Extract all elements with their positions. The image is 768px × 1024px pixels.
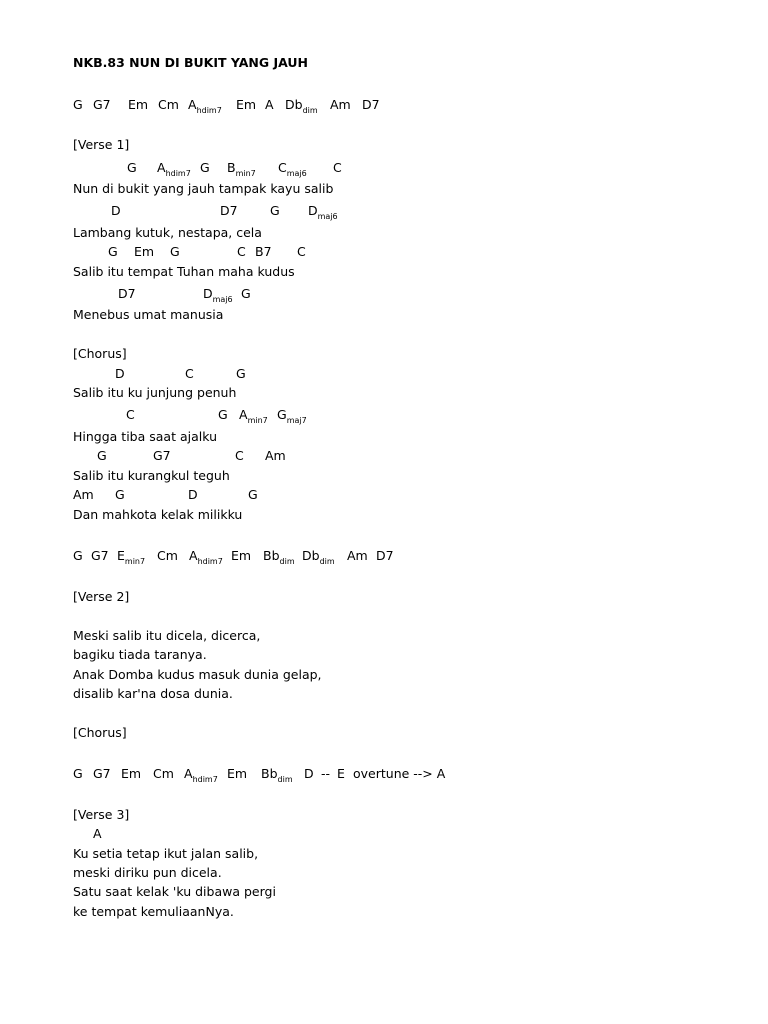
chord <box>97 448 107 463</box>
chord-root: D7 <box>362 97 380 112</box>
chord <box>153 448 171 463</box>
chord <box>362 97 380 112</box>
chord-root: A <box>157 160 166 175</box>
chord <box>297 244 306 259</box>
chord-root: E <box>117 548 125 563</box>
chord <box>153 766 174 781</box>
chord <box>261 766 293 784</box>
chord-root: Db <box>302 548 320 563</box>
chord-quality: dim <box>302 106 318 115</box>
chorus2-label: [Chorus] <box>73 725 127 740</box>
chord <box>237 244 246 259</box>
chord-root: G <box>236 366 246 381</box>
chord <box>157 548 178 563</box>
chord-root: G <box>73 97 83 112</box>
chord <box>73 487 94 502</box>
chord <box>185 366 194 381</box>
chord-root: G <box>127 160 137 175</box>
chord <box>270 203 280 218</box>
chord-root: Em <box>134 244 155 259</box>
chord <box>227 766 247 781</box>
chord <box>203 286 233 304</box>
chord <box>248 487 258 502</box>
chord-root: G <box>108 244 118 259</box>
chord <box>376 548 394 563</box>
chord-quality: min7 <box>124 557 146 566</box>
chord-root: D <box>111 203 121 218</box>
chord-root: D <box>304 766 314 781</box>
chord-root: D <box>188 487 198 502</box>
chord <box>231 548 251 563</box>
chord <box>241 286 251 301</box>
chord-root: Cm <box>158 97 179 112</box>
chord <box>73 548 83 563</box>
chord <box>304 766 314 781</box>
chord-root: Cm <box>157 548 178 563</box>
chord-quality: dim <box>277 775 293 784</box>
verse1-label: [Verse 1] <box>73 137 130 152</box>
chord-quality: min7 <box>247 416 268 425</box>
verse2-label: [Verse 2] <box>73 589 130 604</box>
verse1-lyric-1: Nun di bukit yang jauh tampak kayu salib <box>73 181 334 196</box>
chord <box>93 766 111 781</box>
chord-root: C <box>235 448 244 463</box>
chord-quality: maj7 <box>286 416 307 425</box>
chord <box>115 487 125 502</box>
chord-quality: dim <box>279 557 295 566</box>
chord-root: Am <box>330 97 351 112</box>
chord-root: Cm <box>153 766 174 781</box>
chord-root: D7 <box>220 203 238 218</box>
chord <box>157 160 191 178</box>
chord-quality: maj6 <box>212 295 233 304</box>
chord-root: Em <box>128 97 149 112</box>
chord <box>321 766 330 781</box>
chord <box>227 160 256 178</box>
chord <box>121 766 141 781</box>
verse3-lyric-1: Ku setia tetap ikut jalan salib, <box>73 846 259 861</box>
verse1-lyric-4: Menebus umat manusia <box>73 307 224 322</box>
chord-quality: dim <box>319 557 335 566</box>
chord <box>333 160 342 175</box>
chord-root: Bb <box>261 766 278 781</box>
chorus-label: [Chorus] <box>73 346 127 361</box>
verse2-lyric-2: bagiku tiada taranya. <box>73 647 207 662</box>
verse3-label: [Verse 3] <box>73 807 130 822</box>
chord-quality: hdim7 <box>192 775 218 784</box>
chord-root: G <box>241 286 251 301</box>
chord <box>347 548 368 563</box>
chord-root: A <box>184 766 193 781</box>
chord-quality: maj6 <box>286 169 307 178</box>
chord-root: G7 <box>93 97 111 112</box>
chord <box>170 244 180 259</box>
chord <box>330 97 351 112</box>
chord-root: G <box>218 407 228 422</box>
chord-quality: hdim7 <box>197 557 223 566</box>
chord-root: E <box>337 766 345 781</box>
chord-root: G7 <box>153 448 171 463</box>
chord-root: Em <box>236 97 257 112</box>
chord-root: -- <box>321 766 331 781</box>
chord-root: A <box>189 548 198 563</box>
chorus-lyric-4: Dan mahkota kelak milikku <box>73 507 243 522</box>
chord-root: D7 <box>376 548 394 563</box>
chord-root: G <box>200 160 210 175</box>
chord-root: D <box>203 286 213 301</box>
verse3-lyric-3: Satu saat kelak 'ku dibawa pergi <box>73 884 276 899</box>
verse1-lyric-2: Lambang kutuk, nestapa, cela <box>73 225 262 240</box>
chord-root: C <box>126 407 135 422</box>
chord-root: C <box>297 244 306 259</box>
song-title: NKB.83 NUN DI BUKIT YANG JAUH <box>73 55 309 70</box>
chord-root: Db <box>285 97 303 112</box>
verse2-lyric-3: Anak Domba kudus masuk dunia gelap, <box>73 667 322 682</box>
verse3-lyric-4: ke tempat kemuliaanNya. <box>73 904 234 919</box>
chord <box>134 244 154 259</box>
chord <box>236 366 246 381</box>
chord <box>73 766 83 781</box>
chord-root: G <box>270 203 280 218</box>
chord <box>189 548 223 566</box>
chord <box>200 160 210 175</box>
chord <box>91 548 109 563</box>
chord-root: G <box>97 448 107 463</box>
chord-root: Em <box>227 766 248 781</box>
chord <box>353 766 445 781</box>
chord-root: Em <box>231 548 252 563</box>
chord <box>184 766 218 784</box>
chord <box>278 160 307 178</box>
chord-quality: hdim7 <box>165 169 191 178</box>
chord-root: D7 <box>118 286 136 301</box>
chord <box>108 244 118 259</box>
chord-root: G7 <box>91 548 109 563</box>
chord-root: G <box>115 487 125 502</box>
chord-root: G <box>73 766 83 781</box>
chord <box>111 203 121 218</box>
verse2-lyric-1: Meski salib itu dicela, dicerca, <box>73 628 261 643</box>
chord <box>265 97 274 112</box>
chord <box>236 97 256 112</box>
chord <box>308 203 338 221</box>
chord-root: B7 <box>255 244 272 259</box>
chord <box>128 97 148 112</box>
chord-root: A <box>239 407 248 422</box>
chord-root: B <box>227 160 236 175</box>
chord-root: G <box>277 407 287 422</box>
chord <box>188 97 222 115</box>
chord <box>158 97 179 112</box>
chord <box>337 766 345 781</box>
chord-quality: maj6 <box>317 212 338 221</box>
chord <box>263 548 295 566</box>
chord <box>117 548 146 566</box>
chord-root: Bb <box>263 548 280 563</box>
chord-root: G <box>248 487 258 502</box>
chord <box>255 244 272 259</box>
chord <box>277 407 307 425</box>
chorus-lyric-2: Hingga tiba saat ajalku <box>73 429 217 444</box>
chord-root: G7 <box>93 766 111 781</box>
chord <box>73 97 83 112</box>
verse2-lyric-4: disalib kar'na dosa dunia. <box>73 686 233 701</box>
chord-root: D <box>115 366 125 381</box>
verse1-lyric-3: Salib itu tempat Tuhan maha kudus <box>73 264 295 279</box>
chord <box>265 448 286 463</box>
chord <box>218 407 228 422</box>
chord-root: C <box>185 366 194 381</box>
chord-root: G <box>170 244 180 259</box>
chord-root: G <box>73 548 83 563</box>
verse3-lyric-2: meski diriku pun dicela. <box>73 865 222 880</box>
chord-root: overtune --> A <box>353 766 446 781</box>
chord <box>118 286 136 301</box>
chord <box>188 487 198 502</box>
chord <box>239 407 268 425</box>
chord-root: A <box>188 97 197 112</box>
verse3-chord-1: A <box>93 826 102 841</box>
chord <box>93 97 111 112</box>
chord <box>115 366 125 381</box>
chord-root: A <box>265 97 274 112</box>
chord <box>235 448 244 463</box>
chord-root: Am <box>265 448 286 463</box>
chord <box>220 203 238 218</box>
chord-quality: min7 <box>235 169 256 178</box>
chord-root: C <box>333 160 342 175</box>
chord-root: Am <box>347 548 368 563</box>
chord-root: D <box>308 203 318 218</box>
chord-root: C <box>278 160 287 175</box>
chord <box>302 548 335 566</box>
chorus-lyric-3: Salib itu kurangkul teguh <box>73 468 230 483</box>
chord <box>127 160 137 175</box>
chord-quality: hdim7 <box>196 106 222 115</box>
chord <box>126 407 135 422</box>
chord-root: Am <box>73 487 94 502</box>
chorus-lyric-1: Salib itu ku junjung penuh <box>73 385 237 400</box>
chord-root: Em <box>121 766 142 781</box>
chord-root: C <box>237 244 246 259</box>
chord <box>285 97 318 115</box>
